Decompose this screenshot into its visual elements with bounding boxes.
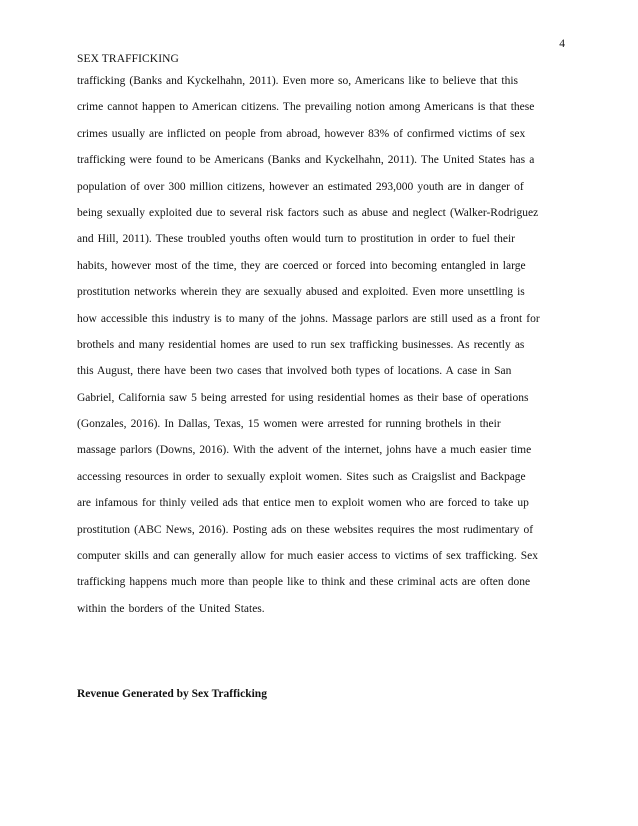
text-line: are infamous for thinly veiled ads that entice men to exploit women who are forced to take up: [77, 497, 529, 510]
section-heading: Revenue Generated by Sex Trafficking: [77, 688, 267, 700]
text-line: habits, however most of the time, they are coerced or forced into becoming entangled in large: [77, 259, 526, 272]
text-line: crimes usually are inflicted on people from abroad, however 83% of confirmed victims of sex: [77, 127, 526, 140]
running-head: SEX TRAFFICKING: [77, 53, 179, 65]
text-line: computer skills and can generally allow for much easier access to victims of sex trafficking. Sex: [77, 550, 539, 563]
text-line: population of over 300 million citizens, however an estimated 293,000 youth are in danger of: [77, 180, 524, 193]
text-line: how accessible this industry is to many of the johns. Massage parlors are still used as a front for: [77, 312, 540, 325]
text-line: Gabriel, California saw 5 being arrested for using residential homes as their base of operations: [77, 391, 529, 404]
text-line: being sexually exploited due to several risk factors such as abuse and neglect (Walker-Rodriguez: [77, 206, 539, 219]
text-line: within the borders of the United States.: [77, 602, 265, 615]
text-line: trafficking were found to be Americans (Banks and Kyckelhahn, 2011). The United States has a: [77, 154, 535, 167]
text-line: (Gonzales, 2016). In Dallas, Texas, 15 women were arrested for running brothels in their: [77, 418, 501, 431]
page-number: 4: [559, 38, 565, 50]
text-line: prostitution networks wherein they are sexually abused and exploited. Even more unsettling is: [77, 286, 525, 299]
text-line: crime cannot happen to American citizens. The prevailing notion among Americans is that these: [77, 101, 535, 114]
text-line: trafficking (Banks and Kyckelhahn, 2011). Even more so, Americans like to believe that this: [77, 75, 518, 87]
text-line: prostitution (ABC News, 2016). Posting ads on these websites requires the most rudimentary of: [77, 523, 534, 536]
text-line: trafficking happens much more than people like to think and these criminal acts are often done: [77, 576, 531, 589]
text-line: massage parlors (Downs, 2016). With the advent of the internet, johns have a much easier time: [77, 444, 532, 457]
text-line: accessing resources in order to sexually exploit women. Sites such as Craigslist and Backpage: [77, 470, 526, 483]
text-line: and Hill, 2011). These troubled youths often would turn to prostitution in order to fuel their: [77, 233, 516, 246]
body-paragraph: [77, 72, 577, 626]
text-line: brothels and many residential homes are used to run sex trafficking businesses. As recently as: [77, 338, 525, 351]
text-line: this August, there have been two cases that involved both types of locations. A case in San: [77, 365, 512, 378]
